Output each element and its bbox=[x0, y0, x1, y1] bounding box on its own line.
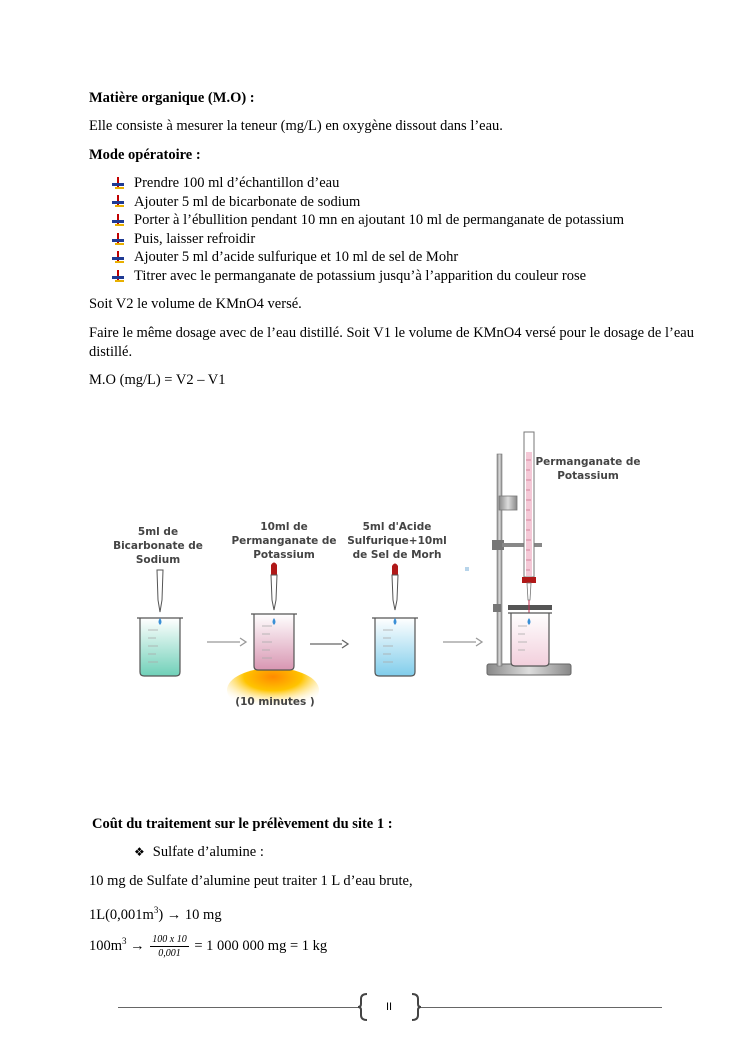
label-line: 10ml de bbox=[260, 521, 308, 533]
eq2-numerator: 100 x 10 bbox=[152, 934, 187, 945]
eq2-right: = 1 000 000 mg = 1 kg bbox=[190, 937, 328, 954]
sulfate-text: 10 mg de Sulfate d’alumine peut traiter 1 L d’eau brute, bbox=[89, 873, 413, 889]
beaker-acide bbox=[372, 618, 418, 676]
eq1-right: ) → 10 mg bbox=[158, 906, 222, 923]
footer-line-left bbox=[118, 1007, 360, 1008]
footer-bracket-right-icon bbox=[410, 993, 422, 1021]
beaker-bicarbonate bbox=[137, 618, 183, 676]
dropper-bicarbonate bbox=[157, 570, 163, 625]
sulfate-item-label: Sulfate d’alumine : bbox=[152, 844, 264, 860]
heading-mode-operatoire: Mode opératoire : bbox=[89, 147, 201, 163]
heading-cout-traitement: Coût du traitement sur le prélèvement du site 1 : bbox=[92, 816, 393, 832]
intro-text: Elle consiste à mesurer la teneur (mg/L) en oxygène dissout dans l’eau. bbox=[89, 118, 503, 134]
eq1-left: 1L(0,001m bbox=[89, 906, 154, 923]
step-text: Porter à l’ébullition pendant 10 mn en ajoutant 10 ml de permanganate de potassium bbox=[134, 212, 625, 229]
sulfate-item bbox=[134, 843, 739, 862]
label-line: de Sel de Morh bbox=[352, 549, 442, 561]
heading-matiere-organique: Matière organique (M.O) : bbox=[89, 90, 255, 106]
eq2-denominator: 0,001 bbox=[158, 948, 181, 959]
equation-1 bbox=[89, 901, 694, 925]
arrow-3 bbox=[443, 638, 482, 646]
blank-dosage-text: Faire le même dosage avec de l’eau distillé. Soit V1 le volume de KMnO4 versé pour le dosage de l’eau distillé. bbox=[89, 325, 694, 360]
step-text: Prendre 100 ml d’échantillon d’eau bbox=[134, 175, 340, 191]
footer-bracket-left-icon bbox=[357, 993, 369, 1021]
label-acide bbox=[343, 520, 451, 562]
label-line: 5ml d'Acide bbox=[362, 521, 432, 533]
label-line: Potassium bbox=[253, 549, 315, 561]
label-bicarbonate bbox=[106, 525, 210, 567]
eq2-arrow: → bbox=[126, 937, 149, 954]
footer-line-right bbox=[420, 1007, 662, 1008]
label-line: Potassium bbox=[557, 470, 619, 482]
step-text: Titrer avec le permanganate de potassium jusqu’à l’apparition du couleur rose bbox=[134, 267, 587, 284]
small-marker bbox=[465, 567, 469, 571]
equation-2 bbox=[89, 926, 694, 961]
arrow-2 bbox=[310, 640, 348, 648]
label-heat-time: (10 minutes ) bbox=[235, 696, 315, 708]
label-burette bbox=[530, 455, 646, 483]
label-line: Permanganate de bbox=[535, 456, 641, 468]
eq2-exp: 3 bbox=[122, 936, 127, 946]
label-line: Permanganate de bbox=[231, 535, 337, 547]
label-permanganate bbox=[226, 520, 342, 562]
v2-text: Soit V2 le volume de KMnO4 versé. bbox=[89, 296, 302, 312]
label-line: Bicarbonate de bbox=[113, 540, 203, 552]
step-text: Ajouter 5 ml d’acide sulfurique et 10 ml de sel de Mohr bbox=[134, 249, 459, 266]
beaker-titration bbox=[508, 613, 552, 666]
page-number: II bbox=[385, 1001, 393, 1013]
label-line: Sulfurique+10ml bbox=[347, 535, 447, 547]
eq1-exp: 3 bbox=[153, 905, 159, 915]
formula-mo: M.O (mg/L) = V2 – V1 bbox=[89, 372, 226, 388]
step-text: Puis, laisser refroidir bbox=[134, 230, 256, 247]
dropper-acide bbox=[392, 564, 398, 626]
arrow-1 bbox=[207, 638, 246, 646]
eq2-left: 100m bbox=[89, 937, 123, 954]
diamond-bullet-icon: ❖ bbox=[134, 845, 145, 859]
label-line: Sodium bbox=[135, 554, 181, 566]
eq2-fraction bbox=[150, 933, 188, 960]
label-line: 5ml de bbox=[137, 526, 179, 538]
step-text: Ajouter 5 ml de bicarbonate de sodium bbox=[134, 193, 361, 210]
